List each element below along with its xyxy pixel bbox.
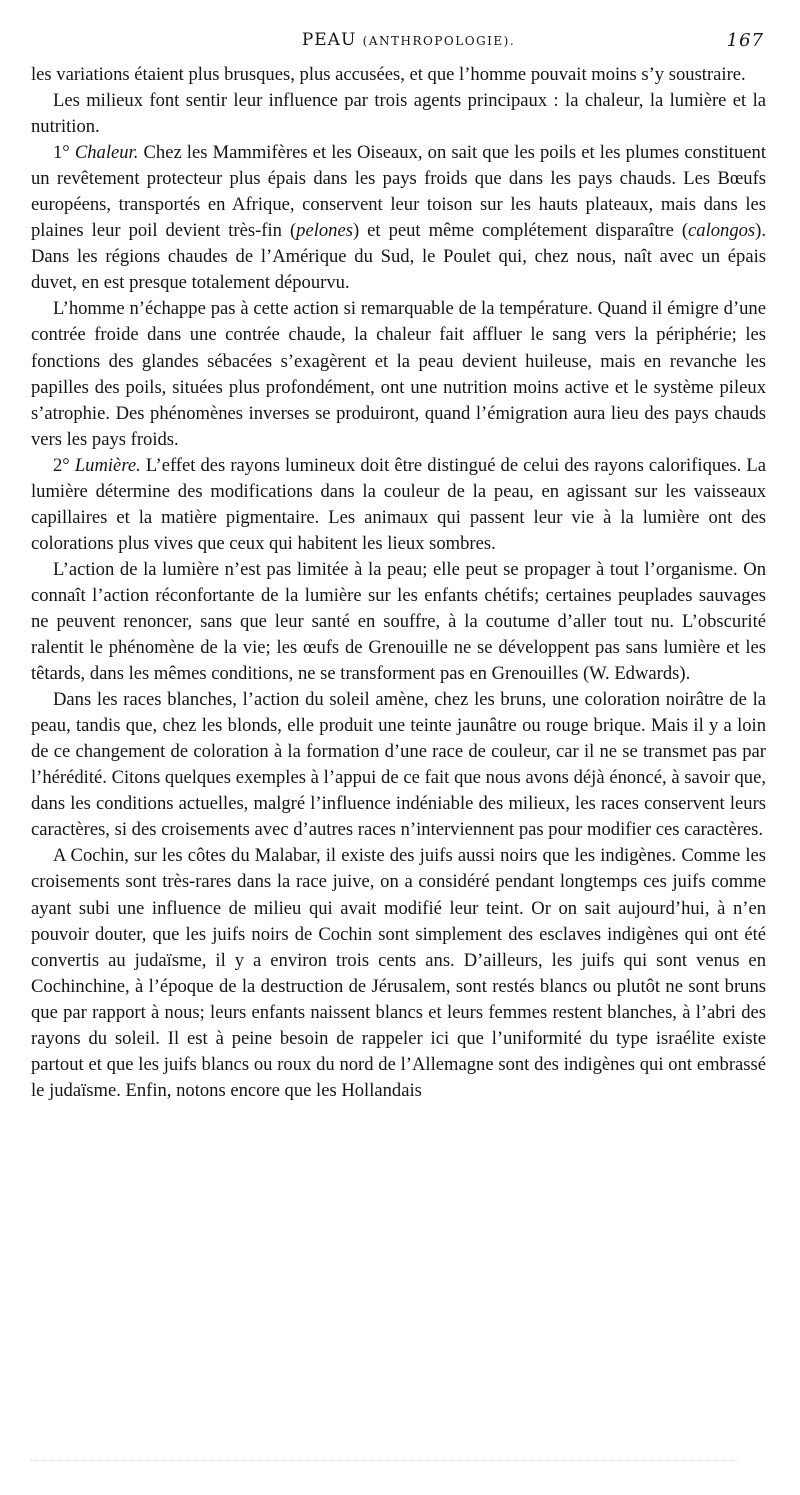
paragraph-text: L’homme n’échappe pas à cette action si remarquable de la température. Quand il émigre d’une contrée froide dans une contrée chaude, la chaleur fait affluer le sang vers la périphérie; les fonctions des glandes sébacées s’exagèrent et la peau devient huileuse, mais en revanche les papilles des poils, situées plus profondément, ont une nutrition moins active et le système pileux s’atrophie. Des phénomènes inverses se produiront, quand l’émigration aura lieu des pays chauds vers les pays froids. bbox=[31, 298, 766, 450]
paragraph-text: ). Dans les régions chaudes de l’Amérique du Sud, le Poulet qui, chez nous, naît avec un épais duvet, en est presque totalement dépourvu. bbox=[31, 220, 766, 294]
paragraph-lumiere bbox=[31, 453, 766, 557]
paragraph-text: Dans les races blanches, l’action du soleil amène, chez les bruns, une coloration noirâtre de la peau, tandis que, chez les blonds, elle produit une teinte jaunâtre ou rouge brique. Mais il y a loin de ce changement de coloration à la formation d’une race de couleur, car il ne se transmet pas par l’hérédité. Citons quelques exemples à l’appui de ce fait que nous avons déjà énoncé, à savoir que, dans les conditions actuelles, malgré l’influence indéniable des milieux, les races conservent leurs caractères, si des croisements avec d’autres races n’interviennent pas pour modifier ces caractères. bbox=[31, 689, 766, 841]
running-head-main: PEAU bbox=[301, 30, 357, 50]
paragraph bbox=[31, 687, 766, 843]
running-head-sub: (ANTHROPOLOGIE). bbox=[362, 34, 516, 48]
paragraph-text: Les milieux font sentir leur influence par trois agents principaux : la chaleur, la lumière et la nutrition. bbox=[31, 90, 766, 138]
paragraph-text: L’action de la lumière n’est pas limitée à la peau; elle peut se propager à tout l’organisme. On connaît l’action réconfortante de la lumière sur les enfants chétifs; certaines peuplades sauvages ne peuvent renoncer, sans que leur santé en souffre, à la coutume d’aller tout nu. L’obscurité ralentit le phénomène de la vie; les œufs de Grenouille ne se développent pas sans lumière et les têtards, dans les mêmes conditions, ne se transforment pas en Grenouilles (W. Edwards). bbox=[31, 558, 766, 685]
running-head bbox=[31, 30, 766, 50]
section-heading: Chaleur. bbox=[74, 142, 139, 164]
page-header bbox=[31, 30, 766, 52]
section-number: 1° bbox=[53, 142, 75, 164]
book-page bbox=[31, 0, 766, 1495]
paragraph-chaleur bbox=[31, 140, 766, 296]
paragraph bbox=[31, 62, 766, 88]
section-number: 2° bbox=[53, 454, 75, 476]
paragraph-text: L’effet des rayons lumineux doit être distingué de celui des rayons calorifiques. La lumière détermine des modifications dans la couleur de la peau, en agissant sur les vaisseaux capillaires et la matière pigmentaire. Les animaux qui passent leur vie à la lumière ont des colorations plus vives que ceux qui habitent les lieux sombres. bbox=[31, 454, 766, 554]
section-heading: Lumière. bbox=[74, 454, 141, 476]
paragraph bbox=[31, 88, 766, 140]
paragraph-text: ) et peut même complétement disparaître ( bbox=[352, 220, 689, 242]
italic-term: calongos bbox=[688, 220, 756, 242]
body-text bbox=[31, 62, 766, 1104]
scan-speckle-line bbox=[30, 1460, 740, 1467]
paragraph bbox=[31, 843, 766, 1103]
paragraph bbox=[31, 296, 766, 452]
paragraph bbox=[31, 557, 766, 687]
page-number: 167 bbox=[726, 30, 764, 51]
italic-term: pelones bbox=[296, 220, 353, 242]
paragraph-text: les variations étaient plus brusques, plus accusées, et que l’homme pouvait moins s’y soustraire. bbox=[31, 64, 746, 85]
paragraph-text: A Cochin, sur les côtes du Malabar, il existe des juifs aussi noirs que les indigènes. Comme les croisements sont très-rares dans la race juive, on a considéré pendant longtemps ces juifs comme ayant subi une influence de milieu qui avait modifié leur teint. Or on sait aujourd’hui, à n’en pouvoir douter, que les juifs noirs de Cochin sont simplement des esclaves indigènes qui ont été convertis au judaïsme, il y a environ trois cents ans. D’ailleurs, les juifs qui sont venus en Cochinchine, à l’époque de la destruction de Jérusalem, sont restés blancs ou plutôt ne sont bruns que par rapport à nous; leurs enfants naissent blancs et leurs femmes restent blanches, à l’abri des rayons du soleil. Il est à peine besoin de rappeler ici que l’uniformité du type israélite existe partout et que les juifs blancs ou roux du nord de l’Allemagne sont des indigènes qui ont embrassé le judaïsme. Enfin, notons encore que les Hollandais bbox=[31, 845, 766, 1101]
paragraph-text: Chez les Mammifères et les Oiseaux, on sait que les poils et les plumes constituent un revêtement protecteur plus épais dans les pays froids que dans les pays chauds. Les Bœufs européens, transportés en Afrique, conservent leur toison sur les hauts plateaux, mais dans les plaines leur poil devient très-fin ( bbox=[31, 142, 766, 242]
